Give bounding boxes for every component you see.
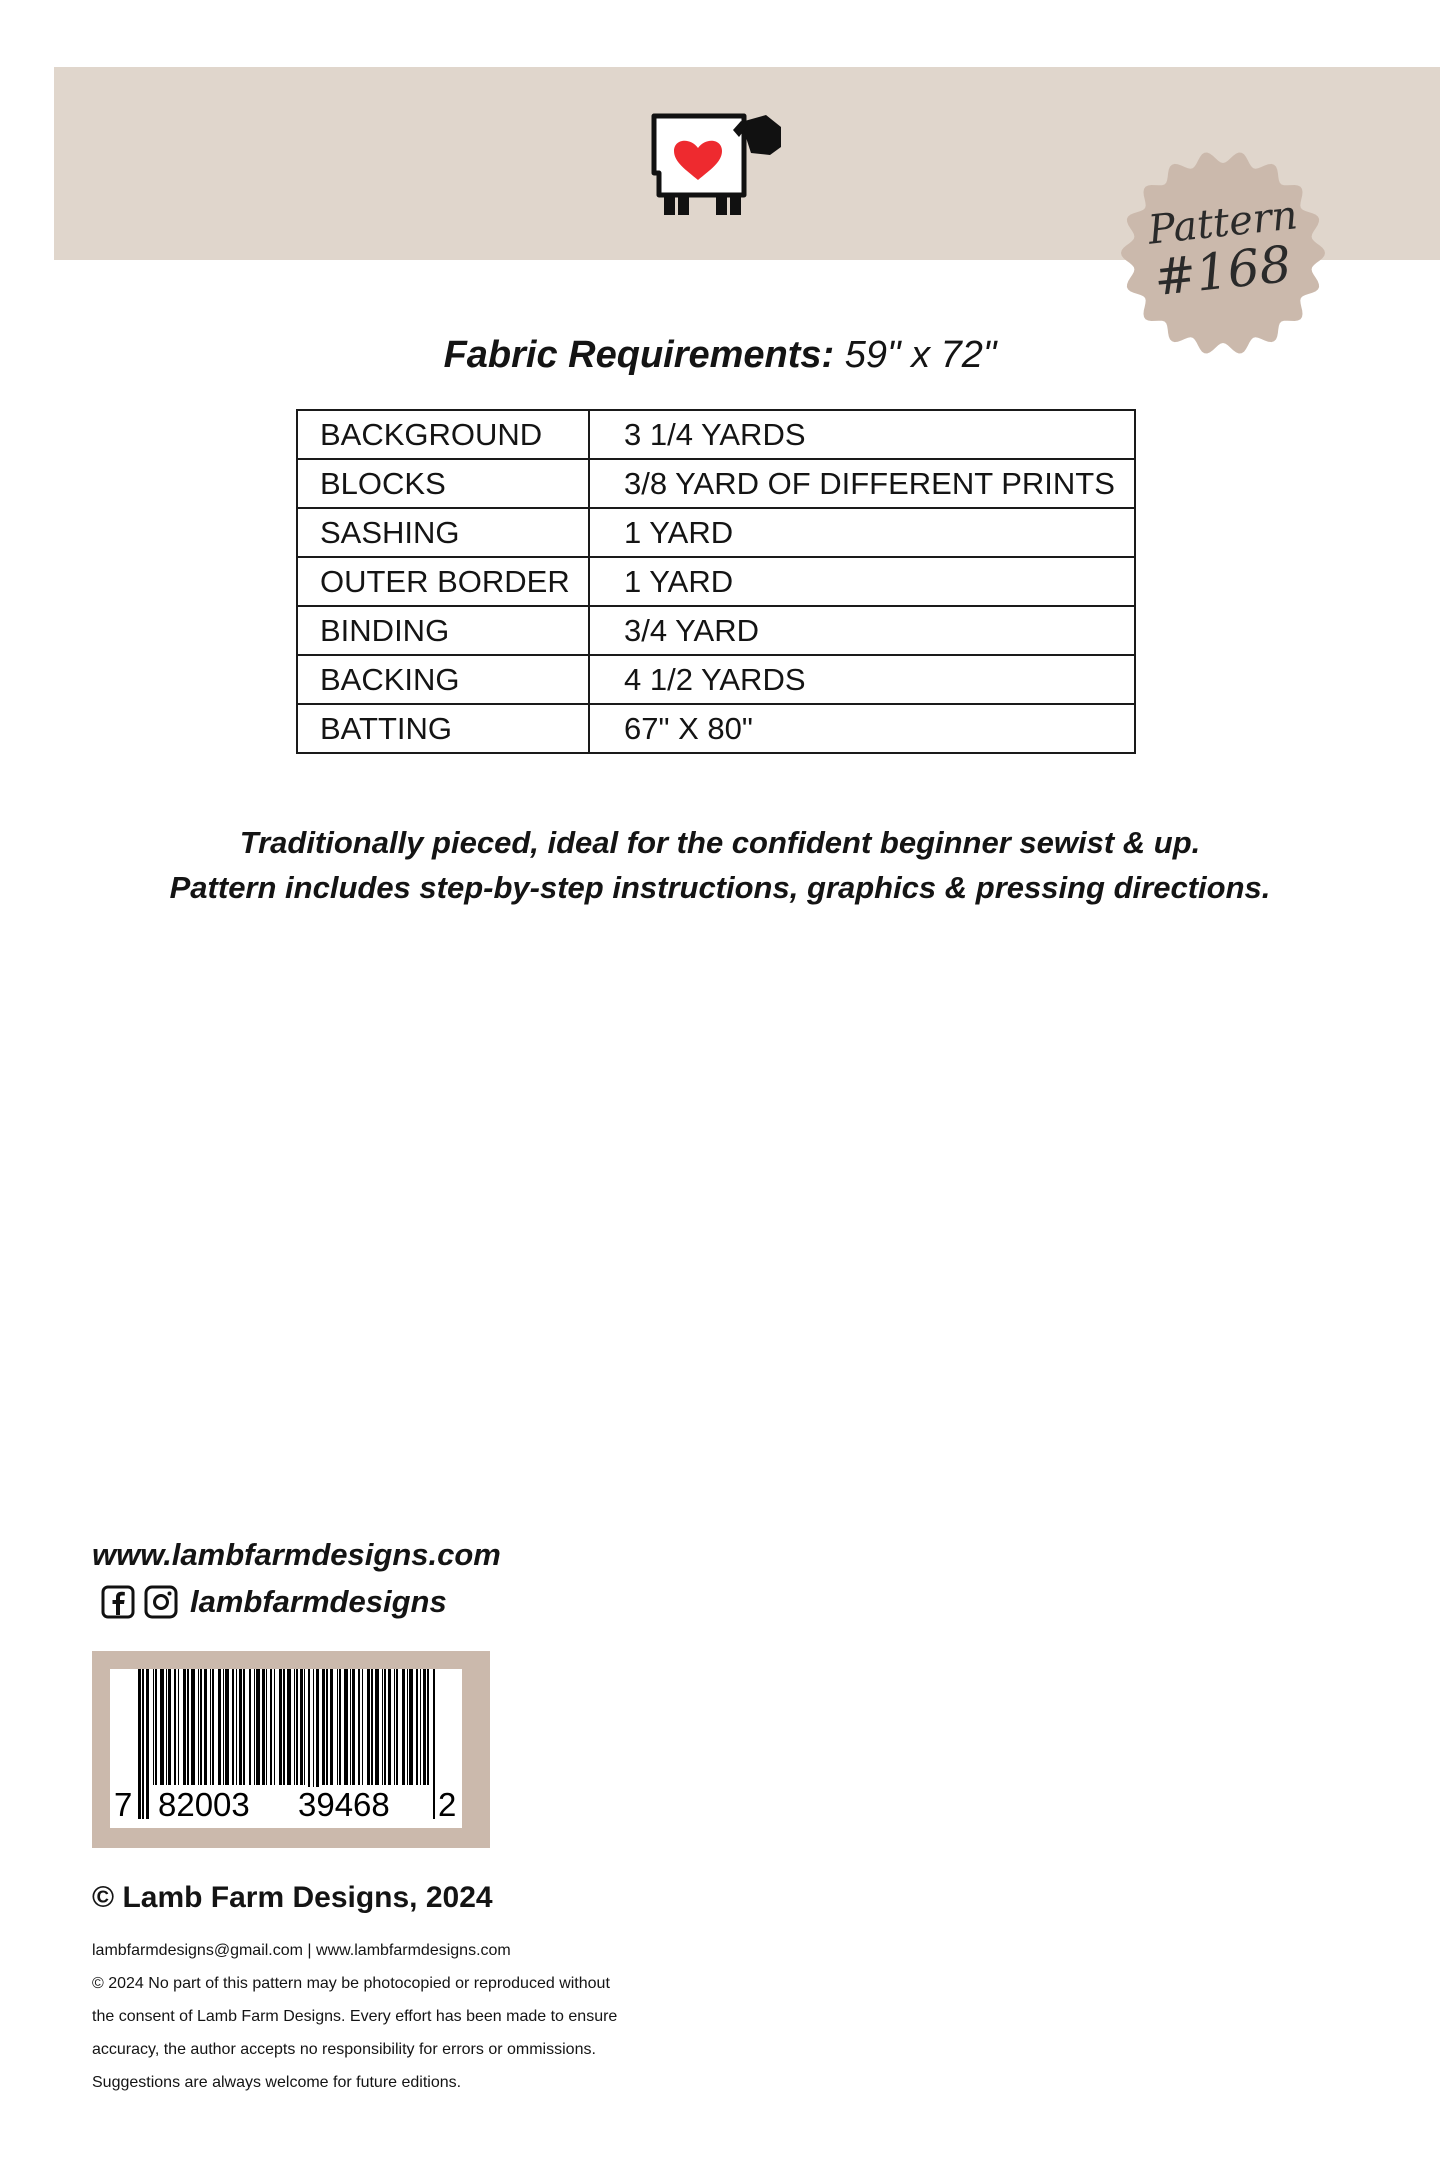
- barcode-bar: [352, 1669, 355, 1785]
- barcode-bar: [407, 1669, 408, 1785]
- barcode-bar: [427, 1669, 429, 1785]
- barcode-bar: [249, 1669, 251, 1785]
- fabric-item: OUTER BORDER: [297, 557, 589, 606]
- fabric-amount: 1 YARD: [589, 557, 1135, 606]
- barcode-bar: [300, 1669, 303, 1785]
- badge-pattern-number: #168: [1151, 234, 1295, 308]
- barcode-bar: [326, 1669, 328, 1785]
- fabric-item: BLOCKS: [297, 459, 589, 508]
- barcode-bar: [409, 1669, 413, 1785]
- social-row: [101, 1580, 447, 1624]
- barcode-bar: [283, 1669, 285, 1785]
- barcode-bar: [178, 1669, 179, 1785]
- barcode-bar: [270, 1669, 272, 1785]
- barcode-bar: [266, 1669, 267, 1785]
- copyright-heading: © Lamb Farm Designs, 2024: [92, 1881, 493, 1914]
- barcode-bar: [191, 1669, 195, 1785]
- barcode-bar: [367, 1669, 370, 1785]
- barcode-bar: [294, 1669, 295, 1785]
- title-label: Fabric Requirements:: [443, 334, 835, 376]
- barcode-bar: [243, 1669, 245, 1785]
- barcode-bar: [166, 1669, 167, 1785]
- barcode-bar: [322, 1669, 325, 1785]
- barcode-digit-last: 2: [438, 1786, 457, 1823]
- barcode-bar: [384, 1669, 386, 1785]
- disclaimer-line: the consent of Lamb Farm Designs. Every effort has been made to ensure: [92, 2008, 618, 2025]
- barcode-bar: [350, 1669, 351, 1785]
- barcode-bar: [218, 1669, 221, 1785]
- pattern-description: [0, 820, 1440, 910]
- fine-print: [92, 1934, 812, 2099]
- fabric-item: BACKGROUND: [297, 410, 589, 459]
- table-row: [297, 459, 1135, 508]
- fabric-item: BATTING: [297, 704, 589, 753]
- barcode-bar: [153, 1669, 154, 1785]
- barcode-digit-first: 7: [114, 1786, 133, 1823]
- disclaimer-line: accuracy, the author accepts no responsibility for errors or ommissions.: [92, 2041, 596, 2058]
- barcode-bar: [337, 1669, 338, 1785]
- barcode-bar: [296, 1669, 298, 1785]
- barcode-digit-group-left: 82003: [158, 1786, 250, 1823]
- barcode-bar: [358, 1669, 360, 1785]
- barcode-bar: [274, 1669, 275, 1785]
- fabric-table: [296, 409, 1136, 754]
- barcode-bar: [155, 1669, 157, 1785]
- fabric-amount: 67" X 80": [589, 704, 1135, 753]
- barcode-bar: [304, 1669, 305, 1785]
- barcode-bar: [225, 1669, 229, 1785]
- barcode-bar: [262, 1669, 265, 1785]
- barcode-bar: [168, 1669, 171, 1785]
- fabric-amount: 4 1/2 YARDS: [589, 655, 1135, 704]
- barcode-bar: [402, 1669, 405, 1785]
- fabric-amount: 3/8 YARD OF DIFFERENT PRINTS: [589, 459, 1135, 508]
- barcode-bar: [375, 1669, 379, 1785]
- barcode-bar: [279, 1669, 282, 1785]
- barcode-bar: [204, 1669, 207, 1785]
- barcode-bar: [232, 1669, 234, 1785]
- barcode-bar: [160, 1669, 164, 1785]
- pattern-badge-text: [1118, 148, 1328, 358]
- fabric-amount: 1 YARD: [589, 508, 1135, 557]
- description-line: Pattern includes step-by-step instructions, graphics & pressing directions.: [169, 870, 1271, 905]
- barcode-bar: [239, 1669, 242, 1785]
- barcode-digits: [110, 1787, 462, 1823]
- barcode-bar: [256, 1669, 260, 1785]
- barcode-bar: [423, 1669, 426, 1785]
- table-row: [297, 655, 1135, 704]
- barcode-bar: [254, 1669, 255, 1785]
- barcode: [110, 1669, 462, 1828]
- barcode-bar: [183, 1669, 186, 1785]
- table-row: [297, 557, 1135, 606]
- barcode-digit-group-right: 39468: [298, 1786, 390, 1823]
- fabric-item: SASHING: [297, 508, 589, 557]
- fabric-item: BINDING: [297, 606, 589, 655]
- barcode-bar: [187, 1669, 189, 1785]
- barcode-bar: [236, 1669, 237, 1785]
- barcode-bar: [388, 1669, 391, 1785]
- facebook-icon[interactable]: [101, 1585, 135, 1619]
- lamb-logo-icon: [648, 113, 788, 217]
- website-link[interactable]: www.lambfarmdesigns.com: [92, 1537, 501, 1572]
- barcode-frame: [92, 1651, 490, 1848]
- barcode-bar: [174, 1669, 176, 1785]
- social-handle[interactable]: lambfarmdesigns: [190, 1584, 447, 1619]
- badge-pattern-label: Pattern: [1146, 192, 1300, 254]
- contact-line: lambfarmdesigns@gmail.com | www.lambfarmdesigns.com: [92, 1942, 511, 1959]
- fabric-amount: 3/4 YARD: [589, 606, 1135, 655]
- description-line: Traditionally pieced, ideal for the confident beginner sewist & up.: [239, 825, 1201, 860]
- barcode-bar: [287, 1669, 291, 1785]
- barcode-bar: [223, 1669, 224, 1785]
- barcode-bar: [212, 1669, 214, 1785]
- table-row: [297, 704, 1135, 753]
- barcode-bar: [210, 1669, 211, 1785]
- barcode-bar: [362, 1669, 363, 1785]
- barcode-bar: [200, 1669, 202, 1785]
- barcode-bar: [382, 1669, 383, 1785]
- barcode-bar: [330, 1669, 333, 1785]
- disclaimer-line: Suggestions are always welcome for future editions.: [92, 2074, 462, 2091]
- barcode-bar: [396, 1669, 398, 1785]
- barcode-bar: [198, 1669, 199, 1785]
- fabric-item: BACKING: [297, 655, 589, 704]
- fabric-amount: 3 1/4 YARDS: [589, 410, 1135, 459]
- title-size: 59" x 72": [844, 334, 997, 376]
- barcode-bar: [420, 1669, 421, 1785]
- barcode-bar: [344, 1669, 348, 1785]
- table-row: [297, 410, 1135, 459]
- barcode-bar: [394, 1669, 395, 1785]
- fabric-requirements-title: [0, 330, 1440, 380]
- barcode-bar: [339, 1669, 341, 1785]
- table-row: [297, 606, 1135, 655]
- table-row: [297, 508, 1135, 557]
- disclaimer-line: © 2024 No part of this pattern may be photocopied or reproduced without: [92, 1975, 610, 1992]
- barcode-bar: [416, 1669, 418, 1785]
- instagram-icon[interactable]: [144, 1585, 178, 1619]
- barcode-bar: [371, 1669, 373, 1785]
